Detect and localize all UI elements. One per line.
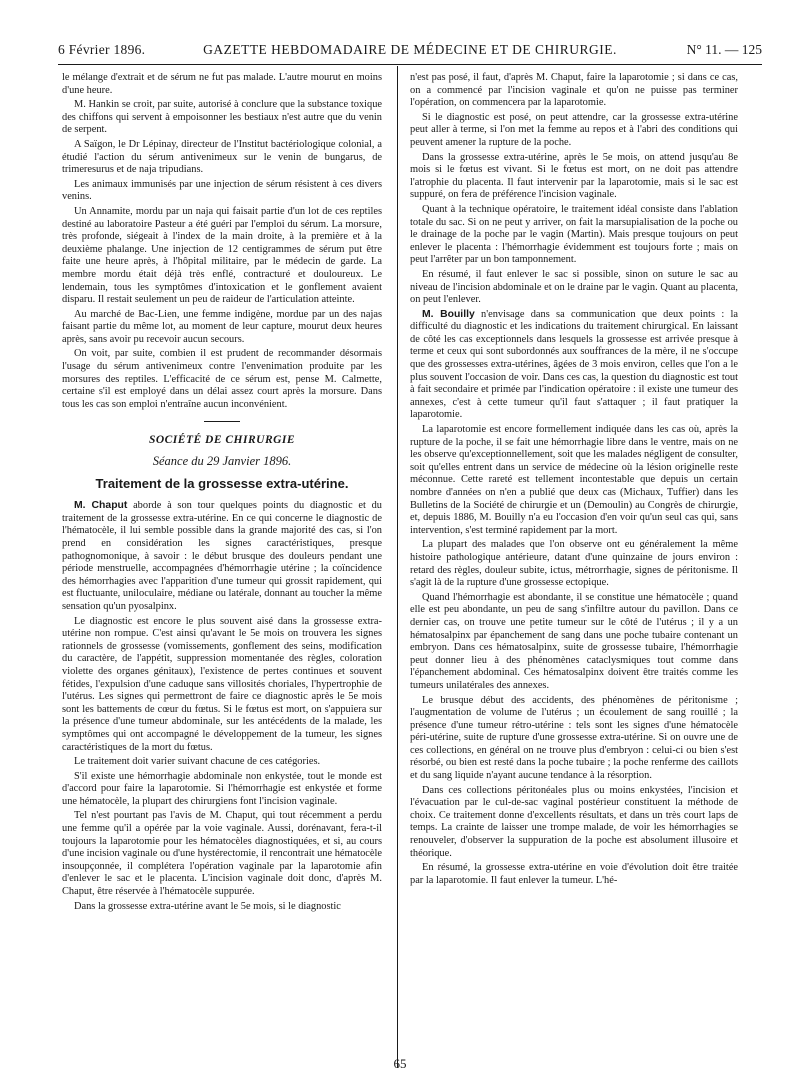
paragraph: Dans la grossesse extra-utérine avant le 5e mois, si le diagnostic xyxy=(74,900,341,912)
header-date: 6 Février 1896. xyxy=(58,42,146,57)
paragraph: La laparotomie est encore formellement indiquée dans les cas où, après la rupture de la poche, il se fait une hémorrhagie libre dans le ventre, mais on ne les observe qu'exceptionnellement, soit que les malades négligent de consulter, soit qu'elles entrent dans un service de médecine où la lésion originelle reste méconnue. Cette rareté est tellement incontestable que depuis un certain nombre d'années on n'en a publié que deux cas (Michaux, Tuffier) dans les Bulletins de la Société de chirurgie et un (Demoulin) au Congrès de chirurgie, et, depuis 1886, M. Bouilly n'a eu l'occasion d'en voir qu'un seul cas qui, sans intervention, s'est terminé rapidement par la mort. xyxy=(410,424,738,536)
lead-paragraph xyxy=(410,309,738,422)
section-heading: SOCIÉTÉ DE CHIRURGIE xyxy=(148,434,296,447)
page-number: 65 xyxy=(393,1056,407,1071)
paragraph: le mélange d'extrait et de sérum ne fut pas malade. L'autre mourut en moins d'une heure. xyxy=(62,72,382,96)
lead-name: M. Bouilly xyxy=(422,308,475,320)
paragraph: Si le diagnostic est posé, on peut attendre, car la grossesse extra-utérine peut aller à terme, si l'on met la femme au repos et à l'abri des conditions qui peuvent amener la rupture de la poche. xyxy=(410,111,738,148)
paragraph: Au marché de Bac-Lien, une femme indigène, mordue par un des najas faisant partie du même lot, au moment de leur capture, mourut deux heures après, sans avoir pu recevoir aucun secours. xyxy=(62,308,382,345)
lead-paragraph xyxy=(62,500,382,613)
paragraph: Quant à la technique opératoire, le traitement idéal consiste dans l'ablation totale du sac. Si on ne peut y arriver, on fait la marsupialisation de la poche ou le drainage de la poche par le vagin (Martin). Mais presque toujours on peut enlever le placenta : l'hémorrhagie évidemment est toujours forte ; mais on peut l'arrêter par un bon tamponnement. xyxy=(410,203,738,266)
paragraph: S'il existe une hémorrhagie abdominale non enkystée, tout le monde est d'accord pour faire la laparotomie. Si l'hémorrhagie est enkystée et forme une hématocèle, la plupart des chirurgiens font l'incision vaginale. xyxy=(62,770,382,807)
paragraph: Le diagnostic est encore le plus souvent aisé dans la grossesse extra-utérine non rompue. C'est ainsi qu'avant le 5e mois on trouvera les signes rationnels de grossesse (vomissements, gonflement des seins, modification du caractère, de l'appétit, suppression momentanée des règles, coloration violette des organes génitaux), l'existence de pertes continues et souvent fétides, l'expulsion d'une caduque sans villosités choriales, l'hypertrophie de l'utérus. Les signes qui permettront de faire ce diagnostic après le 5e mois sont les battements de cœur du fœtus. Si le fœtus est mort, on s'appuiera sur la présence d'une tumeur abdominale, sur les antécédents de la malade, les symptômes qui ont accompagné le développement de la tumeur, les signes caractéristiques de la mort du fœtus. xyxy=(62,615,382,753)
paragraph: Un Annamite, mordu par un naja qui faisait partie d'un lot de ces reptiles destiné au laboratoire Pasteur a été guéri par l'emploi du sérum. La morsure, très profonde, siégeait à l'index de la main droite, à la première et à la deuxième phalange. Une injection de 12 centigrammes de sérum put être faite une heure après, à l'hôpital militaire, par le médecin de garde. La membre mordu était déjà très enflé, contracturé et douloureux. Le lendemain, tous les symptômes d'intoxication et le gonflement avaient disparu. Il restait seulement un peu de raideur de l'articulation atteinte. xyxy=(62,205,382,306)
lead-text: n'envisage dans sa communication que deux points : la difficulté du diagnostic et les indications du traitement chirurgical. En laissant de côté les cas exceptionnels dans lesquels la grossesse est arrivée presque à terme et ceux qui sont subordonnés aux souffrances de la mère, il ne s'occupe que des grossesses extra-utérines, âgées de 3 mois environ, celles que l'on a le plus souvent l'occasion de voir. Dans ces cas, la question du diagnostic est tout à fait secondaire et primée par l'indication opératoire : il existe une tumeur des annexes, c'est à cette tumeur qu'il faut s'attaquer ; il faut pratiquer la laparotomie. xyxy=(410,308,738,421)
left-column xyxy=(62,72,382,915)
section-rule xyxy=(204,421,240,422)
lead-text: aborde à son tour quelques points du diagnostic et du traitement de la grossesse extra-utérine. En ce qui concerne le diagnostic de l'hématocèle, il lui semble possible dans la grande majorité des cas, si l'on prend en considération les signes caractéristiques, presque pathognomonique, à savoir : le début brusque des douleurs pendant une période menstruelle, accompagnées d'hémorrhagie utérine ; la coïncidence des hémorrhagies avec l'apparition d'une tumeur qui grossit rapidement, qui est fluctuante, uniloculaire, médiane ou latérale, donnant au toucher la même sensation qu'un pyosalpinx. xyxy=(62,500,382,612)
paragraph: A Saïgon, le Dr Lépinay, directeur de l'Institut bactériologique colonial, a étudié l'action du sérum antivenimeux sur le venin de bungarus, de trimeresurus et de naja tripudians. xyxy=(62,138,382,176)
column-divider xyxy=(397,66,398,1068)
right-column xyxy=(410,72,738,889)
paragraph: Le traitement doit varier suivant chacune de ces catégories. xyxy=(74,756,321,768)
paragraph: Les animaux immunisés par une injection de sérum résistent à ces divers venins. xyxy=(62,178,382,203)
paragraph: Dans ces collections péritonéales plus ou moins enkystées, l'incision et l'évacuation par le cul-de-sac vaginal postérieur constituent la méthode de choix. Ce traitement donne d'excellents résultats, et dans un très court laps de temps. La crainte de laisser une trompe malade, de voir les hémorrhagies se renouveler, d'observer la suppuration de la poche est absolument illusoire et théorique. xyxy=(410,784,738,859)
paragraph: Dans la grossesse extra-utérine, après le 5e mois, on attend jusqu'au 8e mois si le fœtus est vivant. Si le fœtus est mort, on ne doit pas attendre l'atrophie du placenta. Il faut intervenir par la laparotomie, mais si le sac est suppuré, on fera de préférence l'incision vaginale. xyxy=(410,151,738,201)
paragraph: En résumé, il faut enlever le sac si possible, sinon on suture le sac au niveau de l'incision abdominale et on le draine par le vagin. Quant au placenta, on peut l'enlever. xyxy=(410,268,738,306)
header-number: N° 11. — 125 xyxy=(686,42,762,57)
article-title: Traitement de la grossesse extra-utérine. xyxy=(95,475,349,491)
page-header xyxy=(58,40,762,65)
paragraph: Tel n'est pourtant pas l'avis de M. Chaput, qui tout récemment a perdu une femme qu'il a opérée par la voie vaginale. Aussi, dorénavant, fera-t-il toujours la laparotomie pour les hématocèles diagnostiquées, et si, au cours d'une incision vaginale ou d'une hystérectomie, il rencontrait une hématocèle insoupçonnée, il complétera l'opération vaginale par la laparotomie afin d'enlever le sac et le placenta. L'incision vaginale doit donc, d'après M. Chaput, être réservée à l'hématocèle suppurée. xyxy=(62,810,382,898)
lead-name: M. Chaput xyxy=(74,500,128,512)
paragraph: Quand l'hémorrhagie est abondante, il se constitue une hématocèle ; quand elle est peu abondante, un peu de sang s'infiltre autour du pavillon. Dans ce dernier cas, on trouve une petite tumeur sur le côté de l'utérus ; il y a un hématosalpinx par épanchement de sang dans une poche tubaire contenant un embryon. Dans ces hématosalpinx, suite de grossesse tubaire, l'hémorrhagie peut donner lieu à des phénomènes cataclysmiques tout comme dans l'épanchement abdominal. Ces hématosalpinx doivent être traités comme les tumeurs unilatérales des annexes. xyxy=(410,591,738,691)
paragraph: En résumé, la grossesse extra-utérine en voie d'évolution doit être traitée par la laparotomie. Il faut enlever la tumeur. L'hé- xyxy=(410,862,738,886)
paragraph: Le brusque début des accidents, des phénomènes de péritonisme ; l'augmentation de volume de l'utérus ; un écoulement de sang rouillé ; la présence d'une tumeur rétro-utérine : tels sont les signes d'une hématocèle péri-utérine, suite de rupture d'une grossesse extra-utérine. Si on ouvre une de ces collections, en général on ne trouve plus d'embryon : celui-ci ou bien s'est résorbé, ou bien est resté dans la poche tubaire ; la poche renferme des caillots et du sang liquide n'ayant aucune tendance à la résorption. xyxy=(410,694,738,782)
header-title: GAZETTE HEBDOMADAIRE DE MÉDECINE ET DE CHIRURGIE. xyxy=(203,42,617,57)
paragraph: On voit, par suite, combien il est prudent de recommander désormais l'usage du sérum antivenimeux contre l'envenimation produite par les morsures des reptiles. L'efficacité de ce sérum est, pense M. Calmette, certaine s'il est employé dans un délai assez court après la morsure. Dans tous les cas son emploi n'entraîne aucun inconvénient. xyxy=(62,348,382,410)
session-date: Séance du 29 Janvier 1896. xyxy=(152,454,292,469)
paragraph: M. Hankin se croit, par suite, autorisé à conclure que la substance toxique des chiffons qui servent à empoisonner les bestiaux n'est autre que du venin de serpent. xyxy=(62,99,382,136)
paragraph: n'est pas posé, il faut, d'après M. Chaput, faire la laparotomie ; si dans ce cas, on a commencé par l'incision vaginale et qu'on ne puisse pas terminer l'opération, on commencera par la laparotomie. xyxy=(410,72,738,109)
paragraph: La plupart des malades que l'on observe ont eu généralement la même histoire pathologique antérieure, datant d'une quinzaine de jours environ : retard des règles, douleur subite, ictus, métrorrhagie, signes de péritonisme. Il s'agit là de la rupture d'une grossesse ectopique. xyxy=(410,539,738,589)
